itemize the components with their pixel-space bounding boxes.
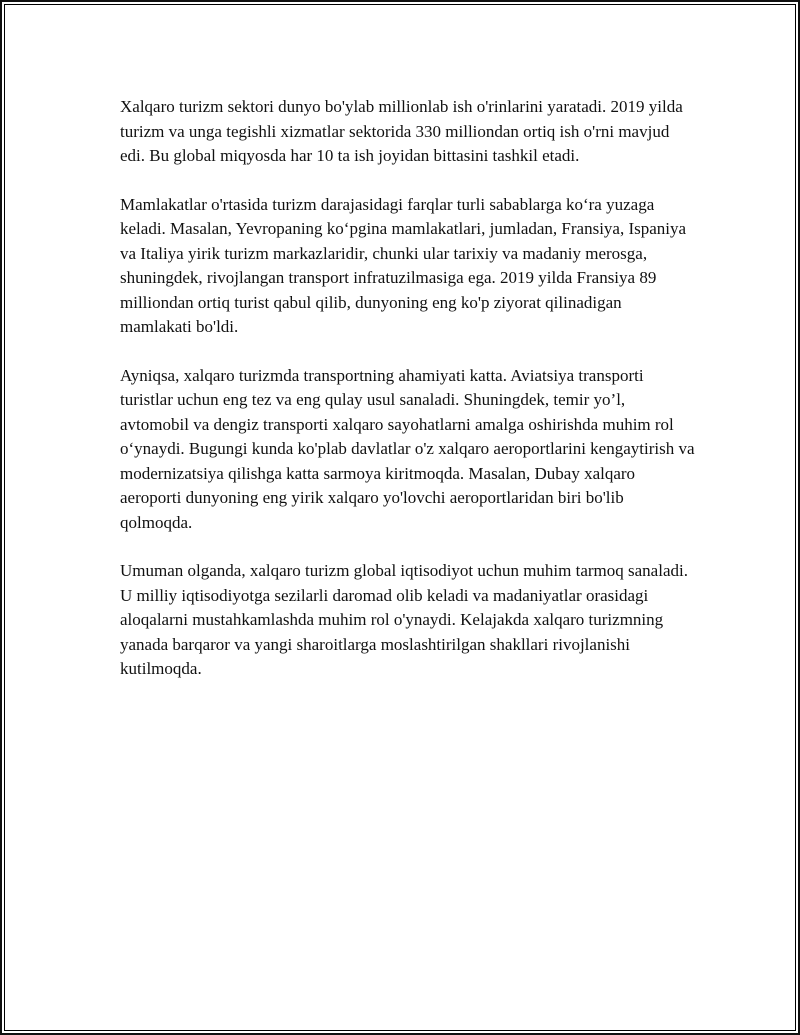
paragraph-conclusion: Umuman olganda, xalqaro turizm global iqtisodiyot uchun muhim tarmoq sanaladi. U milliy iqtisodiyotga sezilarli daromad olib keladi va madaniyatlar orasidagi aloqalarni mustahkamlashda muhim rol o'ynaydi. Kelajakda xalqaro turizmning yanada barqaror va yangi sharoitlarga moslashtirilgan shakllari rivojlanishi kutilmoqda.	[120, 561, 688, 678]
paragraph-country-differences: Mamlakatlar o'rtasida turizm darajasidagi farqlar turli sabablarga ko‘ra yuzaga keladi. Masalan, Yevropaning ko‘pgina mamlakatlari, jumladan, Fransiya, Ispaniya va Italiya yirik turizm markazlaridir, chunki ular tarixiy va madaniy merosga, shuningdek, rivojlangan transport infratuzilmasiga ega. 2019 yilda Fransiya 89 milliondan ortiq turist qabul qilib, dunyoning eng ko'p ziyorat qilinadigan mamlakati bo'ldi.	[120, 194, 687, 336]
paragraph-employment: Xalqaro turizm sektori dunyo bo'ylab millionlab ish o'rinlarini yaratadi. 2019 yilda turizm va unga tegishli xizmatlar sektorida 330 milliondan ortiq ish o'rni mavjud edi. Bu global miqyosda har 10 ta ish joyidan bittasini tashkil etadi.	[120, 97, 683, 165]
paragraph-transport: Ayniqsa, xalqaro turizmda transportning ahamiyati katta. Aviatsiya transporti turistlar uchun eng tez va eng qulay usul sanaladi. Shuningdek, temir yo’l, avtomobil va dengiz transporti xalqaro sayohatlarni amalga oshirishda muhim rol o‘ynaydi. Bugungi kunda ko'plab davlatlar o'z xalqaro aeroportlarini kengaytirish va modernizatsiya qilishga katta sarmoya kiritmoqda. Masalan, Dubay xalqaro aeroporti dunyoning eng yirik xalqaro yo'lovchi aeroportlaridan biri bo'lib qolmoqda.	[120, 365, 695, 532]
document-body	[120, 95, 696, 706]
